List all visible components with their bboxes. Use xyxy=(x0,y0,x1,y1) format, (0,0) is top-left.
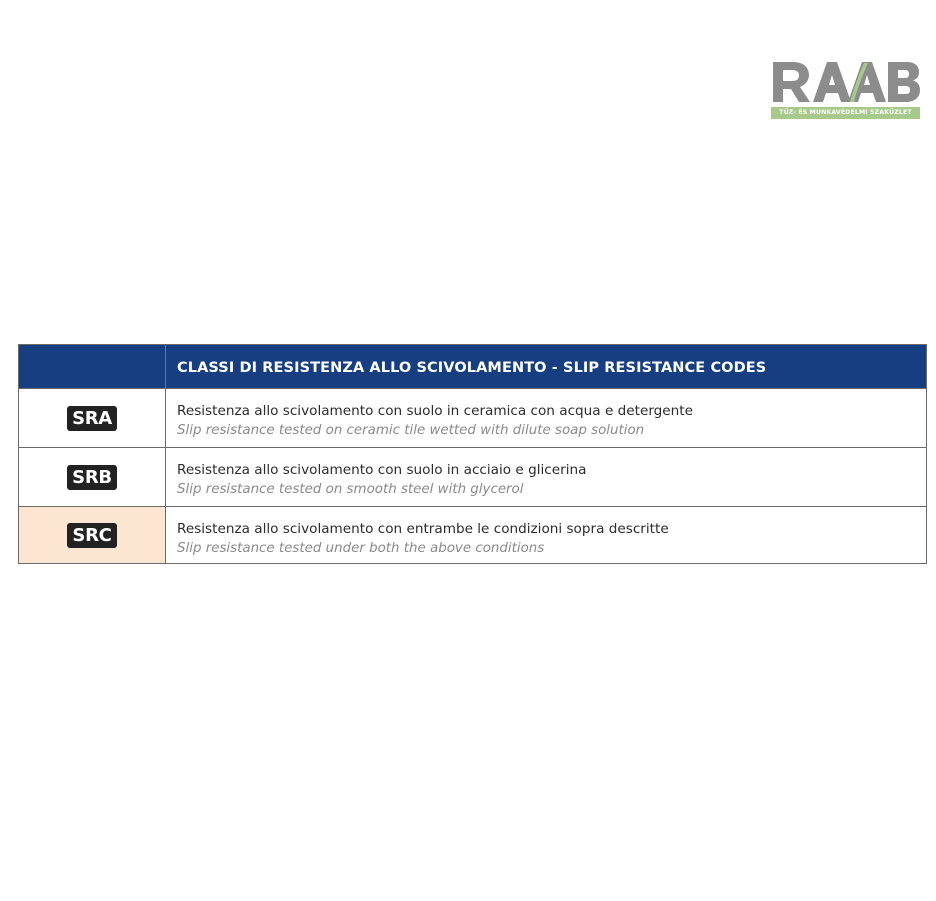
code-cell xyxy=(19,389,166,447)
description-cell xyxy=(166,389,926,447)
code-badge-srb: SRB xyxy=(67,465,117,490)
description-english: Slip resistance tested under both the above conditions xyxy=(177,541,545,556)
description-italian: Resistenza allo scivolamento con entrambe le condizioni sopra descritte xyxy=(177,521,669,537)
description-english: Slip resistance tested on smooth steel with glycerol xyxy=(177,482,524,497)
header-empty-cell xyxy=(19,345,166,388)
table-row-src xyxy=(19,506,926,563)
description-cell xyxy=(166,507,926,563)
code-badge-src: SRC xyxy=(67,523,116,548)
logo-tagline: TŰZ- ÉS MUNKAVÉDELMI SZAKÜZLET xyxy=(771,107,920,119)
table-header-row xyxy=(19,345,926,388)
raab-logo-wordmark xyxy=(771,60,920,104)
table-header-title: CLASSI DI RESISTENZA ALLO SCIVOLAMENTO - SLIP RESISTANCE CODES xyxy=(177,360,767,376)
slip-resistance-table xyxy=(18,344,927,564)
description-cell xyxy=(166,448,926,506)
raab-logo xyxy=(771,60,920,120)
code-cell-highlighted xyxy=(19,507,166,563)
table-row-srb xyxy=(19,447,926,506)
code-badge-sra: SRA xyxy=(67,406,117,431)
description-italian: Resistenza allo scivolamento con suolo in ceramica con acqua e detergente xyxy=(177,403,693,419)
description-english: Slip resistance tested on ceramic tile wetted with dilute soap solution xyxy=(177,423,645,438)
table-row-sra xyxy=(19,388,926,447)
code-cell xyxy=(19,448,166,506)
description-italian: Resistenza allo scivolamento con suolo in acciaio e glicerina xyxy=(177,462,587,478)
